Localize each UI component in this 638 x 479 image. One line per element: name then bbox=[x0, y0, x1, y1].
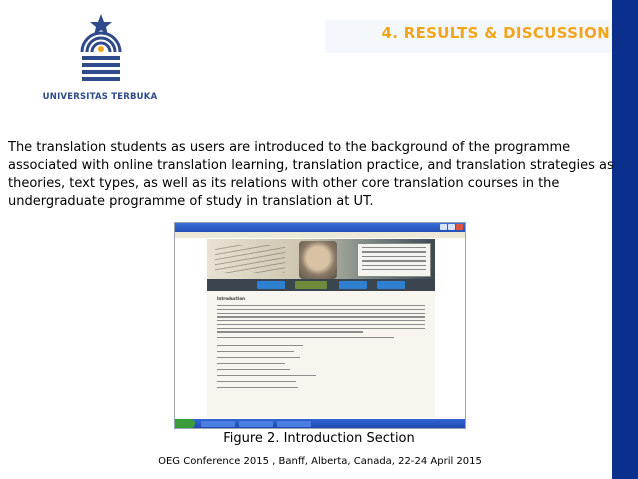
screenshot-list bbox=[217, 345, 327, 393]
screenshot-titlebar bbox=[175, 223, 465, 232]
screenshot-paragraph bbox=[217, 305, 425, 340]
embedded-screenshot bbox=[174, 222, 466, 429]
taskbar-item bbox=[201, 421, 235, 427]
screenshot-content bbox=[207, 291, 435, 417]
close-icon bbox=[456, 224, 463, 230]
screenshot-section-title: Introduction bbox=[217, 296, 245, 301]
logo-wordmark: UNIVERSITAS TERBUKA bbox=[42, 92, 158, 102]
nav-button bbox=[377, 281, 405, 289]
taskbar-item bbox=[239, 421, 273, 427]
accent-strip bbox=[612, 0, 638, 479]
taskbar-item bbox=[277, 421, 311, 427]
handwriting-image bbox=[215, 245, 285, 273]
screenshot-taskbar bbox=[175, 419, 465, 428]
maximize-icon bbox=[448, 224, 455, 230]
body-paragraph: The translation students as users are introduced to the background of the programme associated with online translation learning, translation practice, and translation strategies as theories, text types, as well as its relations with other core translation courses in the undergraduate programme of study in translation at UT. bbox=[8, 140, 614, 209]
screenshot-menubar bbox=[175, 232, 465, 238]
screenshot-nav bbox=[207, 279, 435, 291]
nav-button bbox=[257, 281, 285, 289]
course-info-box bbox=[357, 243, 431, 277]
logo-emblem-icon bbox=[80, 12, 122, 90]
figure-caption: Figure 2. Introduction Section bbox=[223, 431, 415, 446]
minimize-icon bbox=[440, 224, 447, 230]
screenshot-banner bbox=[207, 239, 435, 279]
nav-button bbox=[339, 281, 367, 289]
nav-button bbox=[295, 281, 327, 289]
start-button-icon bbox=[175, 419, 195, 428]
university-logo bbox=[36, 10, 164, 110]
slide-heading: 4. RESULTS & DISCUSSION bbox=[381, 24, 610, 42]
slide-footer: OEG Conference 2015 , Banff, Alberta, Canada, 22-24 April 2015 bbox=[158, 456, 482, 467]
portrait-image bbox=[299, 241, 337, 279]
